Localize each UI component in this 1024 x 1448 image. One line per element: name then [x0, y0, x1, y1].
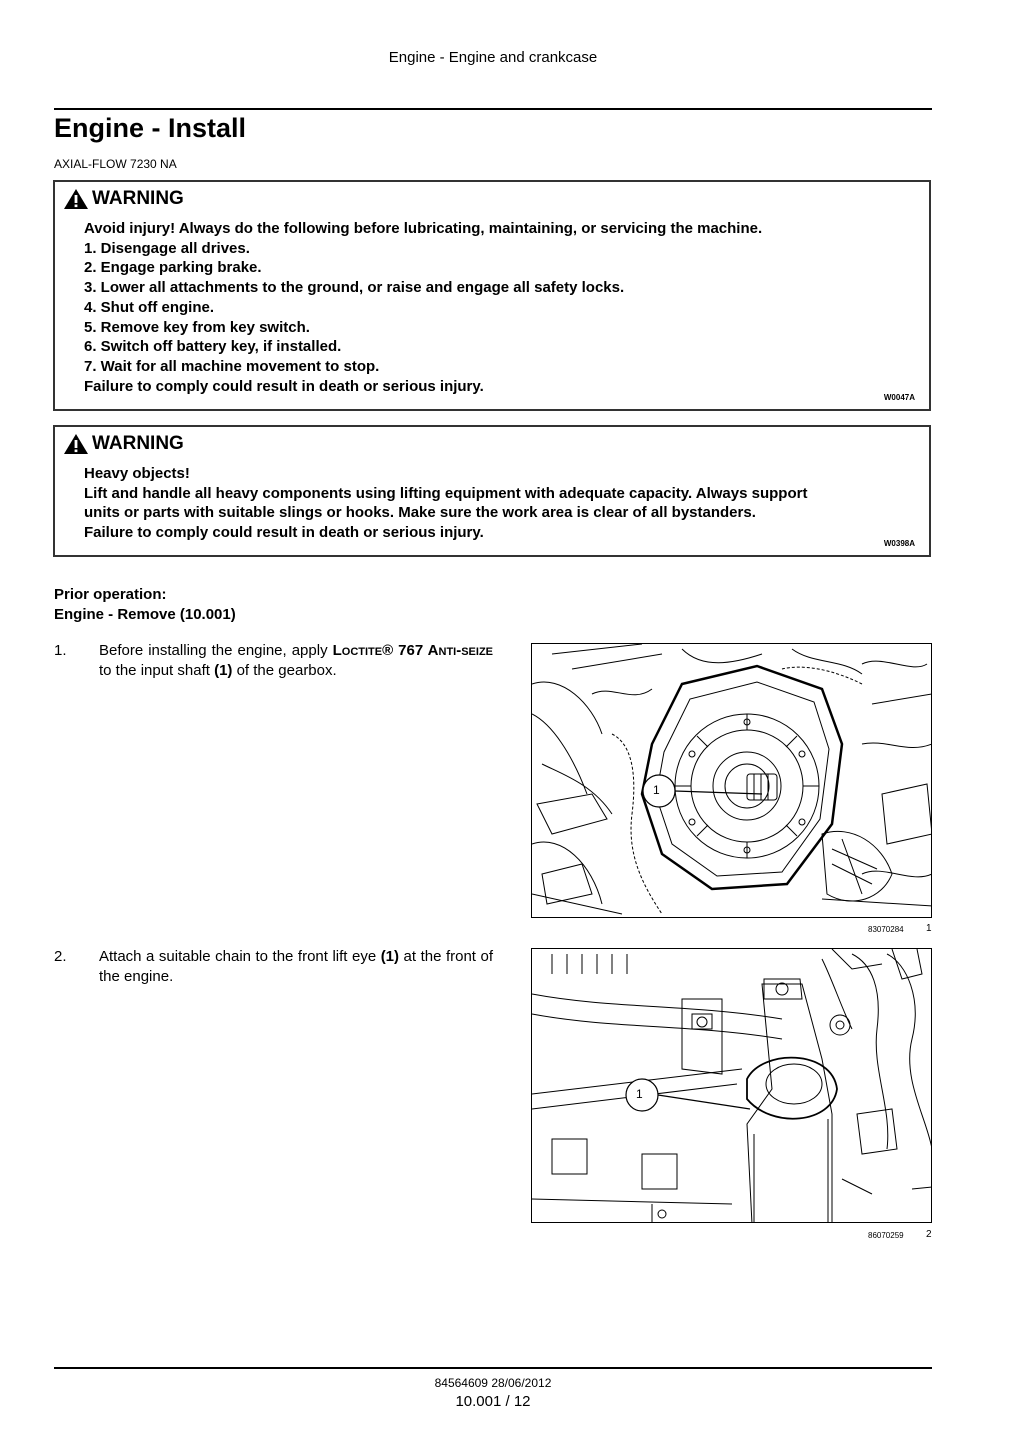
step-text: Before installing the engine, apply Loctite® 767 Anti-seize to the input shaft (1) of the gearbox.	[99, 642, 494, 679]
warning-triangle-icon	[63, 433, 89, 455]
warning-code: W0398A	[883, 539, 915, 548]
callout-label: 1	[653, 783, 660, 797]
figure-code: 86070259	[868, 1231, 904, 1240]
figure-code: 83070284	[868, 925, 904, 934]
product-name: Loctite® 767 Anti-seize	[332, 642, 494, 659]
step-text: Attach a suitable chain to the front lift eye (1) at the front of the engine.	[99, 948, 494, 985]
warning-triangle-icon	[63, 188, 89, 210]
page-title: Engine - Install	[54, 113, 247, 143]
page-number: 10.001 / 12	[455, 1393, 531, 1410]
prior-operation-link[interactable]: Engine - Remove (10.001)	[54, 606, 236, 623]
warning-code: W0047A	[883, 393, 915, 402]
model-label: AXIAL-FLOW 7230 NA	[54, 157, 177, 171]
figure-number: 2	[926, 1229, 932, 1240]
warning-heading: WARNING	[63, 188, 184, 210]
prior-operation-label: Prior operation:	[54, 586, 167, 603]
warning-text: Heavy objects! Lift and handle all heavy components using lifting equipment with adequate capacity. Always support units or parts with suitable slings or hooks. Make sure the work area is clear of all bystanders. Failure to comply could result in death or serious injury.	[84, 465, 808, 542]
gearbox-illustration	[532, 644, 932, 918]
bottom-rule	[54, 1367, 932, 1369]
figure-front-lift-eye	[531, 948, 932, 1223]
figure-gearbox-input-shaft	[531, 643, 932, 918]
callout-ref: (1)	[214, 662, 233, 679]
top-rule	[54, 108, 932, 110]
figure-number: 1	[926, 923, 932, 934]
running-header: Engine - Engine and crankcase	[388, 49, 598, 66]
step-number: 1.	[54, 642, 67, 659]
callout-ref: (1)	[380, 948, 400, 965]
document-id: 84564609 28/06/2012	[434, 1376, 552, 1390]
step-number: 2.	[54, 948, 67, 965]
warning-box-general	[53, 180, 931, 411]
lift-eye-illustration	[532, 949, 932, 1223]
warning-heading: WARNING	[63, 433, 184, 455]
warning-box-heavy-objects	[53, 425, 931, 557]
callout-label: 1	[636, 1087, 643, 1101]
warning-text: Avoid injury! Always do the following before lubricating, maintaining, or servicing the machine. 1. Disengage all drives. 2. Engage parking brake. 3. Lower all attachments to the ground, or raise and engage all safety locks. 4. Shut off engine. 5. Remove key from key switch. 6. Switch off battery key, if installed. 7. Wait for all machine movement to stop. Failure to comply could result in death or serious injury.	[84, 220, 763, 395]
